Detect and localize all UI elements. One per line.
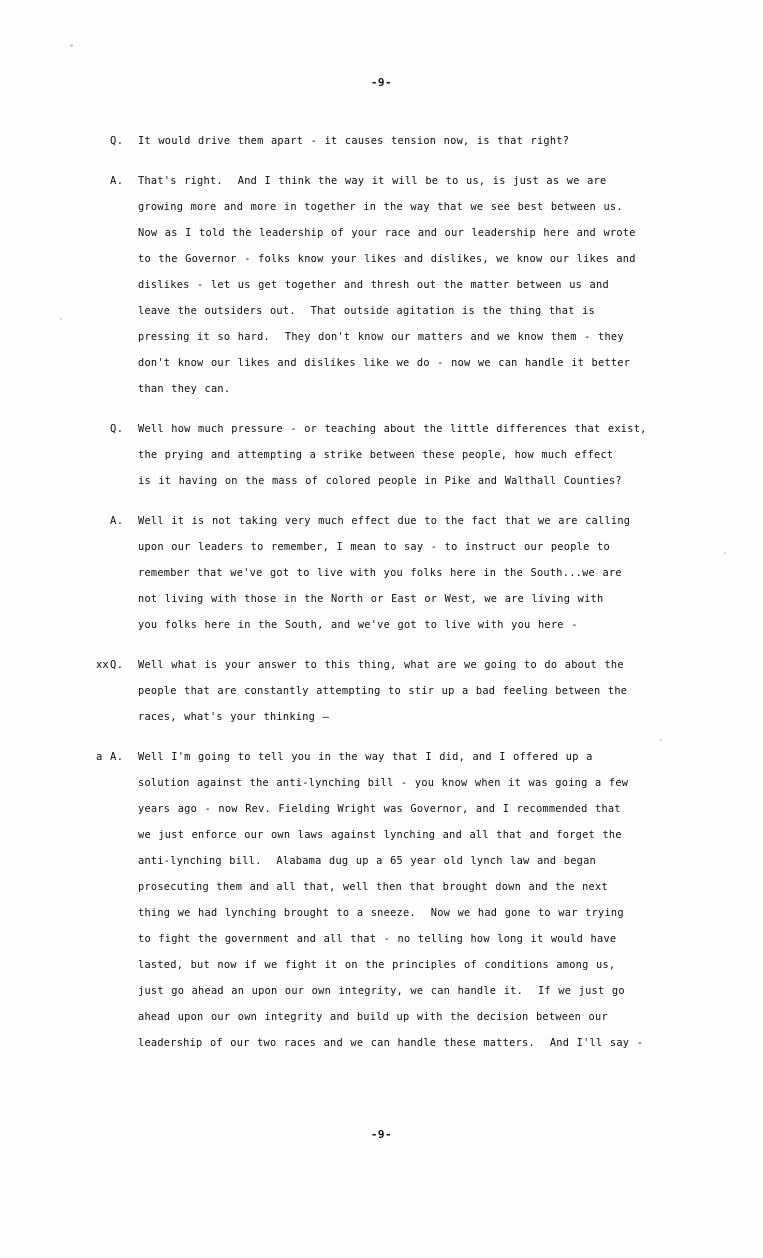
text-line: Well how much pressure - or teaching about the little differences that exist, xyxy=(138,423,647,435)
text-line: anti-lynching bill. Alabama dug up a 65 year old lynch law and began xyxy=(138,855,596,867)
text-line: Well I'm going to tell you in the way that I did, and I offered up a xyxy=(138,751,593,763)
margin-note: xx xyxy=(96,659,109,671)
text-line: upon our leaders to remember, I mean to say - to instruct our people to xyxy=(138,541,610,553)
text-line: years ago - now Rev. Fielding Wright was Governor, and I recommended that xyxy=(138,803,621,815)
text-line: It would drive them apart - it causes tension now, is that right? xyxy=(138,135,570,147)
text-line: the prying and attempting a strike between these people, how much effect xyxy=(138,449,614,461)
transcript-body xyxy=(96,128,676,1070)
transcript-entry xyxy=(96,168,676,402)
text-line: you folks here in the South, and we've got to live with you here - xyxy=(138,619,578,631)
text-line: ahead upon our own integrity and build up with the decision between our xyxy=(138,1011,608,1023)
text-line: we just enforce our own laws against lynching and all that and forget the xyxy=(138,829,622,841)
margin-note: a xyxy=(96,751,103,763)
entry-lines xyxy=(138,168,676,402)
text-line: leave the outsiders out. That outside agitation is the thing that is xyxy=(138,305,595,317)
text-line: That's right. And I think the way it will be to us, is just as we are xyxy=(138,175,607,187)
transcript-entry xyxy=(96,652,676,730)
text-line: Now as I told the leadership of your race and our leadership here and wrote xyxy=(138,227,636,239)
entry-lines xyxy=(138,128,676,154)
speaker-label: Q. xyxy=(110,423,124,435)
text-line: thing we had lynching brought to a sneeze. Now we had gone to war trying xyxy=(138,907,624,919)
speaker-label: A. xyxy=(110,175,124,187)
text-line: lasted, but now if we fight it on the principles of conditions among us, xyxy=(138,959,616,971)
text-line: remember that we've got to live with you folks here in the South...we are xyxy=(138,567,622,579)
paper-speck xyxy=(60,318,62,320)
text-line: just go ahead an upon our own integrity, we can handle it. If we just go xyxy=(138,985,625,997)
entry-lines xyxy=(138,416,676,494)
text-line: dislikes - let us get together and thresh out the matter between us and xyxy=(138,279,609,291)
text-line: pressing it so hard. They don't know our matters and we know them - they xyxy=(138,331,624,343)
text-line: leadership of our two races and we can handle these matters. And I'll say - xyxy=(138,1037,644,1049)
paper-speck xyxy=(724,552,726,554)
transcript-entry xyxy=(96,744,676,1056)
text-line: not living with those in the North or East or West, we are living with xyxy=(138,593,604,605)
entry-lines xyxy=(138,652,676,730)
speaker-label: A. xyxy=(110,515,124,527)
text-line: than they can. xyxy=(138,383,231,395)
page-number-bottom: -9- xyxy=(370,1128,393,1141)
text-line: to fight the government and all that - no telling how long it would have xyxy=(138,933,617,945)
transcript-entry xyxy=(96,508,676,638)
text-line: is it having on the mass of colored people in Pike and Walthall Counties? xyxy=(138,475,622,487)
text-line: to the Governor - folks know your likes and dislikes, we know our likes and xyxy=(138,253,636,265)
text-line: Well what is your answer to this thing, what are we going to do about the xyxy=(138,659,624,671)
transcript-entry xyxy=(96,416,676,494)
page-number-top: -9- xyxy=(370,76,393,89)
transcript-entry xyxy=(96,128,676,154)
text-line: solution against the anti-lynching bill - you know when it was going a few xyxy=(138,777,629,789)
speaker-label: A. xyxy=(110,751,124,763)
text-line: Well it is not taking very much effect due to the fact that we are calling xyxy=(138,515,631,527)
text-line: prosecuting them and all that, well then that brought down and the next xyxy=(138,881,608,893)
text-line: races, what's your thinking — xyxy=(138,711,330,723)
speaker-label: Q. xyxy=(110,135,124,147)
text-line: don't know our likes and dislikes like we do - now we can handle it better xyxy=(138,357,631,369)
speaker-label: Q. xyxy=(110,659,124,671)
entry-lines xyxy=(138,508,676,638)
text-line: growing more and more in together in the way that we see best between us. xyxy=(138,201,623,213)
entry-lines xyxy=(138,744,676,1056)
paper-speck xyxy=(70,44,73,47)
text-line: people that are constantly attempting to stir up a bad feeling between the xyxy=(138,685,628,697)
